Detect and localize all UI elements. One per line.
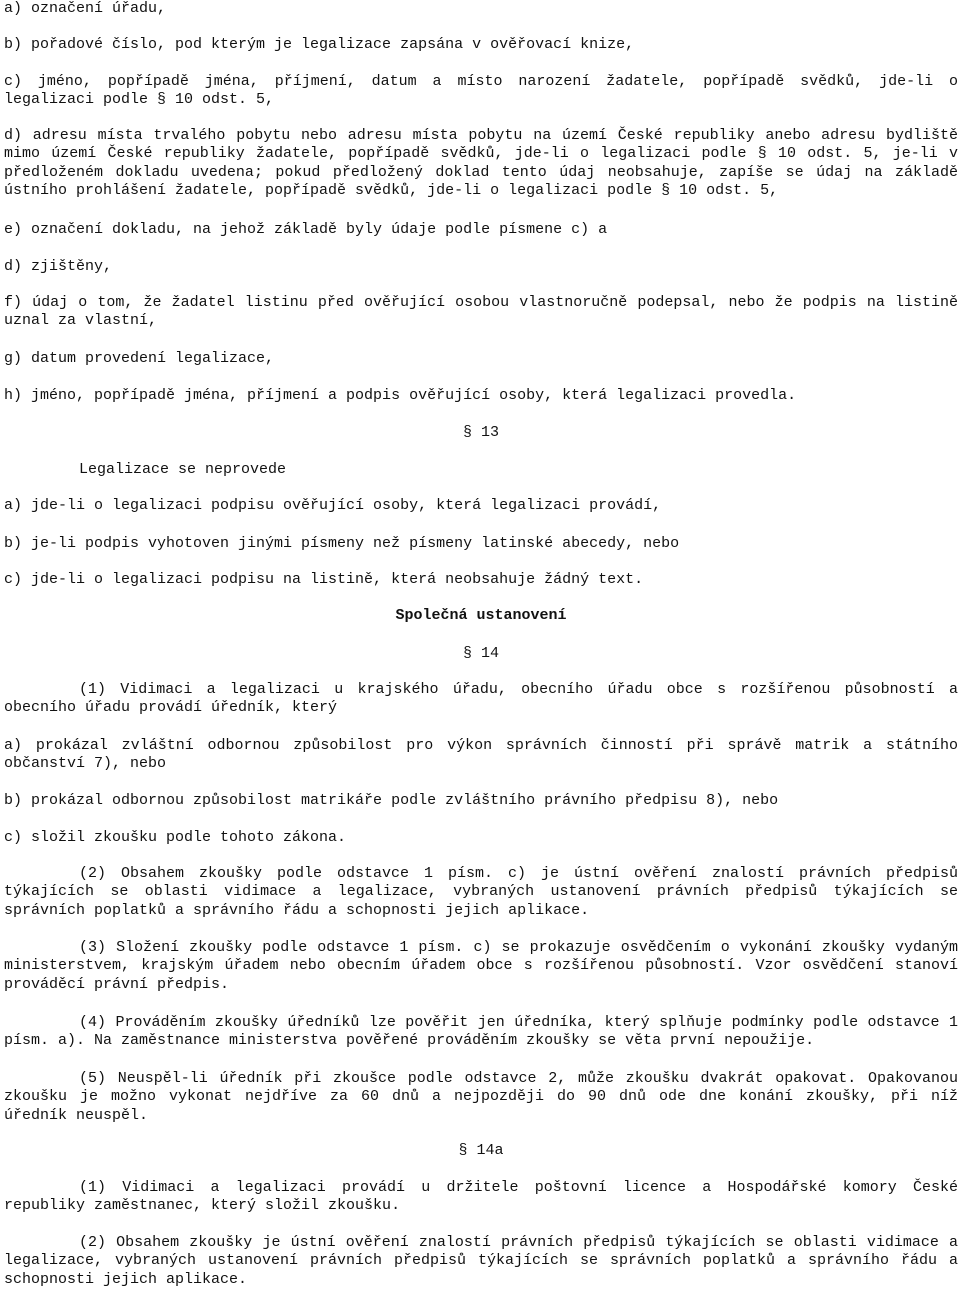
section-14-item-b: b) prokázal odbornou způsobilost matrikáře podle zvláštního právního předpisu 8), nebo: [4, 792, 779, 809]
item-d-zjisteny: d) zjištěny,: [4, 258, 113, 275]
section-13-heading: § 13: [462, 424, 499, 441]
section-14-paragraph-4: (4) Prováděním zkoušky úředníků lze pověřit jen úředníka, který splňuje podmínky podle odstavce 1 písm. a). Na zaměstnance ministerstva pověřené prováděním zkoušky se věta první nepoužije.: [4, 1014, 958, 1050]
section-14a-heading: § 14a: [458, 1142, 504, 1159]
section-13-item-a: a) jde-li o legalizaci podpisu ověřující osoby, která legalizaci provádí,: [4, 497, 662, 514]
section-14-paragraph-5: (5) Neuspěl-li úředník při zkoušce podle odstavce 2, může zkoušku dvakrát opakovat. Opakovanou zkoušku je možno vykonat nejdříve za 60 dnů a nejpozději do 90 dnů ode dne konání zkoušky, při níž úředník neuspěl.: [4, 1070, 958, 1124]
section-14-item-a: a) prokázal zvláštní odbornou způsobilost pro výkon správních činností při správě matrik a státního občanství 7), nebo: [4, 737, 958, 773]
item-d: d) adresu místa trvalého pobytu nebo adresu místa pobytu na území České republiky anebo adresu bydliště mimo území České republiky žadatele, popřípadě svědků, jde-li o legalizaci podle § 10 odst. 5, je-li v předloženém dokladu uvedena; pokud předložený doklad tento údaj neobsahuje, zapíše se údaj na základě ústního prohlášení žadatele, popřípadě svědků, jde-li o legalizaci podle § 10 odst. 5,: [4, 127, 958, 200]
section-14-paragraph-2: (2) Obsahem zkoušky podle odstavce 1 písm. c) je ústní ověření znalostí právních předpisů týkajících se oblasti vidimace a legalizace, vybraných ustanovení právních předpisů týkajících se správních poplatků a správního řádu a schopnosti jejich aplikace.: [4, 865, 958, 919]
section-13-intro: Legalizace se neprovede: [79, 461, 287, 478]
item-f: f) údaj o tom, že žadatel listinu před ověřující osobou vlastnoručně podepsal, nebo že podpis na listině uznal za vlastní,: [4, 294, 958, 330]
item-e: e) označení dokladu, na jehož základě byly údaje podle písmene c) a: [4, 221, 608, 238]
section-14a-paragraph-1: (1) Vidimaci a legalizaci provádí u držitele poštovní licence a Hospodářské komory České republiky zaměstnanec, který složil zkoušku.: [4, 1179, 958, 1215]
section-13-item-b: b) je-li podpis vyhotoven jinými písmeny než písmeny latinské abecedy, nebo: [4, 535, 680, 552]
common-provisions-title: Společná ustanovení: [395, 607, 567, 624]
item-b: b) pořadové číslo, pod kterým je legalizace zapsána v ověřovací knize,: [4, 36, 635, 53]
section-13-item-c: c) jde-li o legalizaci podpisu na listině, která neobsahuje žádný text.: [4, 571, 644, 588]
section-14-item-c: c) složil zkoušku podle tohoto zákona.: [4, 829, 347, 846]
item-h: h) jméno, popřípadě jména, příjmení a podpis ověřující osoby, která legalizaci provedla.: [4, 387, 797, 404]
item-g: g) datum provedení legalizace,: [4, 350, 275, 367]
item-c: c) jméno, popřípadě jména, příjmení, datum a místo narození žadatele, popřípadě svědků, jde-li o legalizaci podle § 10 odst. 5,: [4, 73, 958, 109]
section-14-paragraph-3: (3) Složení zkoušky podle odstavce 1 písm. c) se prokazuje osvědčením o vykonání zkoušky vydaným ministerstvem, krajským úřadem nebo obecním úřadem obce s rozšířenou působností. Vzor osvědčení stanoví prováděcí právní předpis.: [4, 939, 958, 993]
section-14a-paragraph-2: (2) Obsahem zkoušky je ústní ověření znalostí právních předpisů týkajících se oblasti vidimace a legalizace, vybraných ustanovení právních předpisů týkajících se správních poplatků a správního řádu a schopnosti jejich aplikace.: [4, 1234, 958, 1288]
section-14-paragraph-1: (1) Vidimaci a legalizaci u krajského úřadu, obecního úřadu obce s rozšířenou působností a obecního úřadu provádí úředník, který: [4, 681, 958, 717]
item-a: a) označení úřadu,: [4, 0, 167, 17]
section-14-heading: § 14: [462, 645, 499, 662]
